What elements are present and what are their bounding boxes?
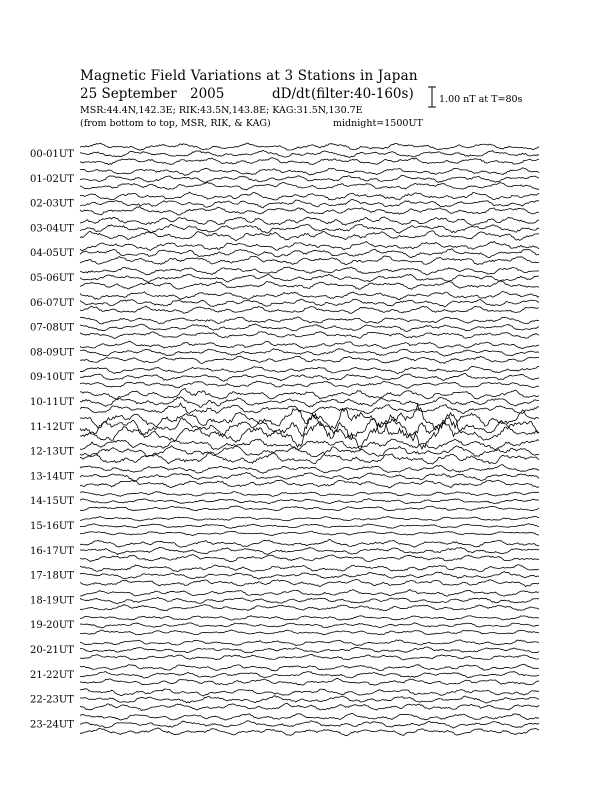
series-line: [80, 689, 539, 696]
hour-label: 23-24UT: [30, 719, 74, 731]
series-line: [80, 224, 539, 233]
series-line: [80, 728, 539, 736]
series-line: [80, 472, 539, 480]
hour-label: 22-23UT: [30, 694, 74, 706]
series-line: [80, 721, 539, 728]
hour-label: 20-21UT: [30, 645, 74, 656]
series-line: [80, 241, 539, 250]
hour-label: 10-11UT: [30, 397, 74, 408]
hour-label: 11-12UT: [30, 421, 74, 433]
series-line: [80, 381, 539, 388]
series-line: [80, 640, 539, 646]
chart-header: [0, 0, 612, 140]
series-line: [80, 499, 539, 504]
filter-label: (filter:40-160s): [311, 86, 414, 102]
series-line: [80, 696, 539, 703]
hour-label: 14-15UT: [30, 496, 74, 508]
series-line: [80, 547, 539, 554]
hour-label: 04-05UT: [30, 248, 74, 260]
scale-bar-icon: [427, 86, 437, 108]
hour-label: 05-06UT: [30, 273, 74, 284]
date-label: 25 September: [80, 86, 177, 102]
series-line: [80, 150, 539, 157]
series-line: [80, 192, 539, 200]
series-line: [80, 590, 539, 597]
series-line: [80, 356, 539, 363]
year-label: 2005: [190, 86, 225, 102]
trace-order-label: (from bottom to top, MSR, RIK, & KAG): [80, 118, 271, 129]
series-line: [80, 306, 539, 313]
series-line: [80, 554, 539, 561]
series-line: [80, 713, 539, 720]
series-line: [80, 421, 539, 450]
series-line: [80, 413, 539, 441]
hour-label: 19-20UT: [30, 620, 74, 632]
component-label: dD/dt: [272, 86, 311, 102]
series-line: [80, 366, 539, 373]
series-line: [80, 374, 539, 382]
series-line: [80, 397, 539, 408]
hour-label: 02-03UT: [30, 198, 74, 210]
series-line: [80, 317, 539, 324]
hour-label: 07-08UT: [30, 322, 74, 334]
series-line: [80, 158, 539, 165]
chart-title: Magnetic Field Variations at 3 Stations in Japan: [80, 68, 418, 84]
series-line: [80, 274, 539, 282]
hour-label: 09-10UT: [30, 372, 74, 384]
series-line: [80, 281, 539, 289]
series-line: [80, 332, 539, 339]
series-line: [80, 291, 539, 299]
series-line: [80, 143, 539, 150]
series-line: [80, 405, 539, 434]
series-line: [80, 439, 539, 450]
series-line: [80, 531, 539, 535]
series-line: [80, 524, 539, 529]
series-line: [80, 324, 539, 332]
series-line: [80, 480, 539, 488]
hour-label: 21-22UT: [30, 669, 74, 681]
series-line: [80, 647, 539, 653]
series-line: [80, 565, 539, 572]
series-line: [80, 703, 539, 710]
series-line: [80, 349, 539, 357]
hour-label: 03-04UT: [30, 223, 74, 235]
hour-label: 15-16UT: [30, 521, 74, 532]
series-line: [80, 388, 539, 398]
hour-label: 13-14UT: [30, 471, 74, 483]
midnight-label: midnight=1500UT: [333, 118, 423, 129]
series-line: [80, 256, 539, 265]
series-line: [80, 299, 539, 307]
hour-label: 06-07UT: [30, 297, 74, 309]
stations-label: MSR:44.4N,142.3E; RIK:43.5N,143.8E; KAG:31.5N,130.7E: [80, 105, 363, 116]
series-line: [80, 664, 539, 671]
series-line: [80, 492, 539, 497]
series-line: [80, 231, 539, 241]
series-line: [80, 654, 539, 659]
series-line: [80, 572, 539, 579]
series-line: [80, 540, 539, 548]
series-line: [80, 403, 539, 414]
series-line: [80, 679, 539, 686]
hour-label: 01-02UT: [30, 173, 74, 185]
series-line: [80, 671, 539, 678]
hour-label: 00-01UT: [30, 149, 74, 160]
series-line: [80, 341, 539, 349]
series-line: [80, 517, 539, 521]
series-line: [80, 199, 539, 208]
series-line: [80, 267, 539, 275]
hour-label: 16-17UT: [30, 545, 74, 557]
series-line: [80, 453, 539, 464]
series-line: [80, 579, 539, 586]
series-line: [80, 630, 539, 635]
series-line: [80, 465, 539, 474]
series-line: [80, 506, 539, 511]
series-line: [80, 207, 539, 215]
hour-label: 18-19UT: [30, 595, 74, 607]
series-line: [80, 446, 539, 457]
series-line: [80, 176, 539, 183]
hour-label: 12-13UT: [30, 446, 74, 458]
series-line: [80, 605, 539, 611]
scale-label: 1.00 nT at T=80s: [439, 94, 523, 105]
series-line: [80, 168, 539, 176]
hour-label: 08-09UT: [30, 347, 74, 359]
series-line: [80, 182, 539, 190]
series-line: [80, 217, 539, 225]
series-line: [80, 597, 539, 603]
series-line: [80, 616, 539, 620]
hour-label: 17-18UT: [30, 570, 74, 582]
series-line: [80, 249, 539, 258]
series-line: [80, 623, 539, 628]
